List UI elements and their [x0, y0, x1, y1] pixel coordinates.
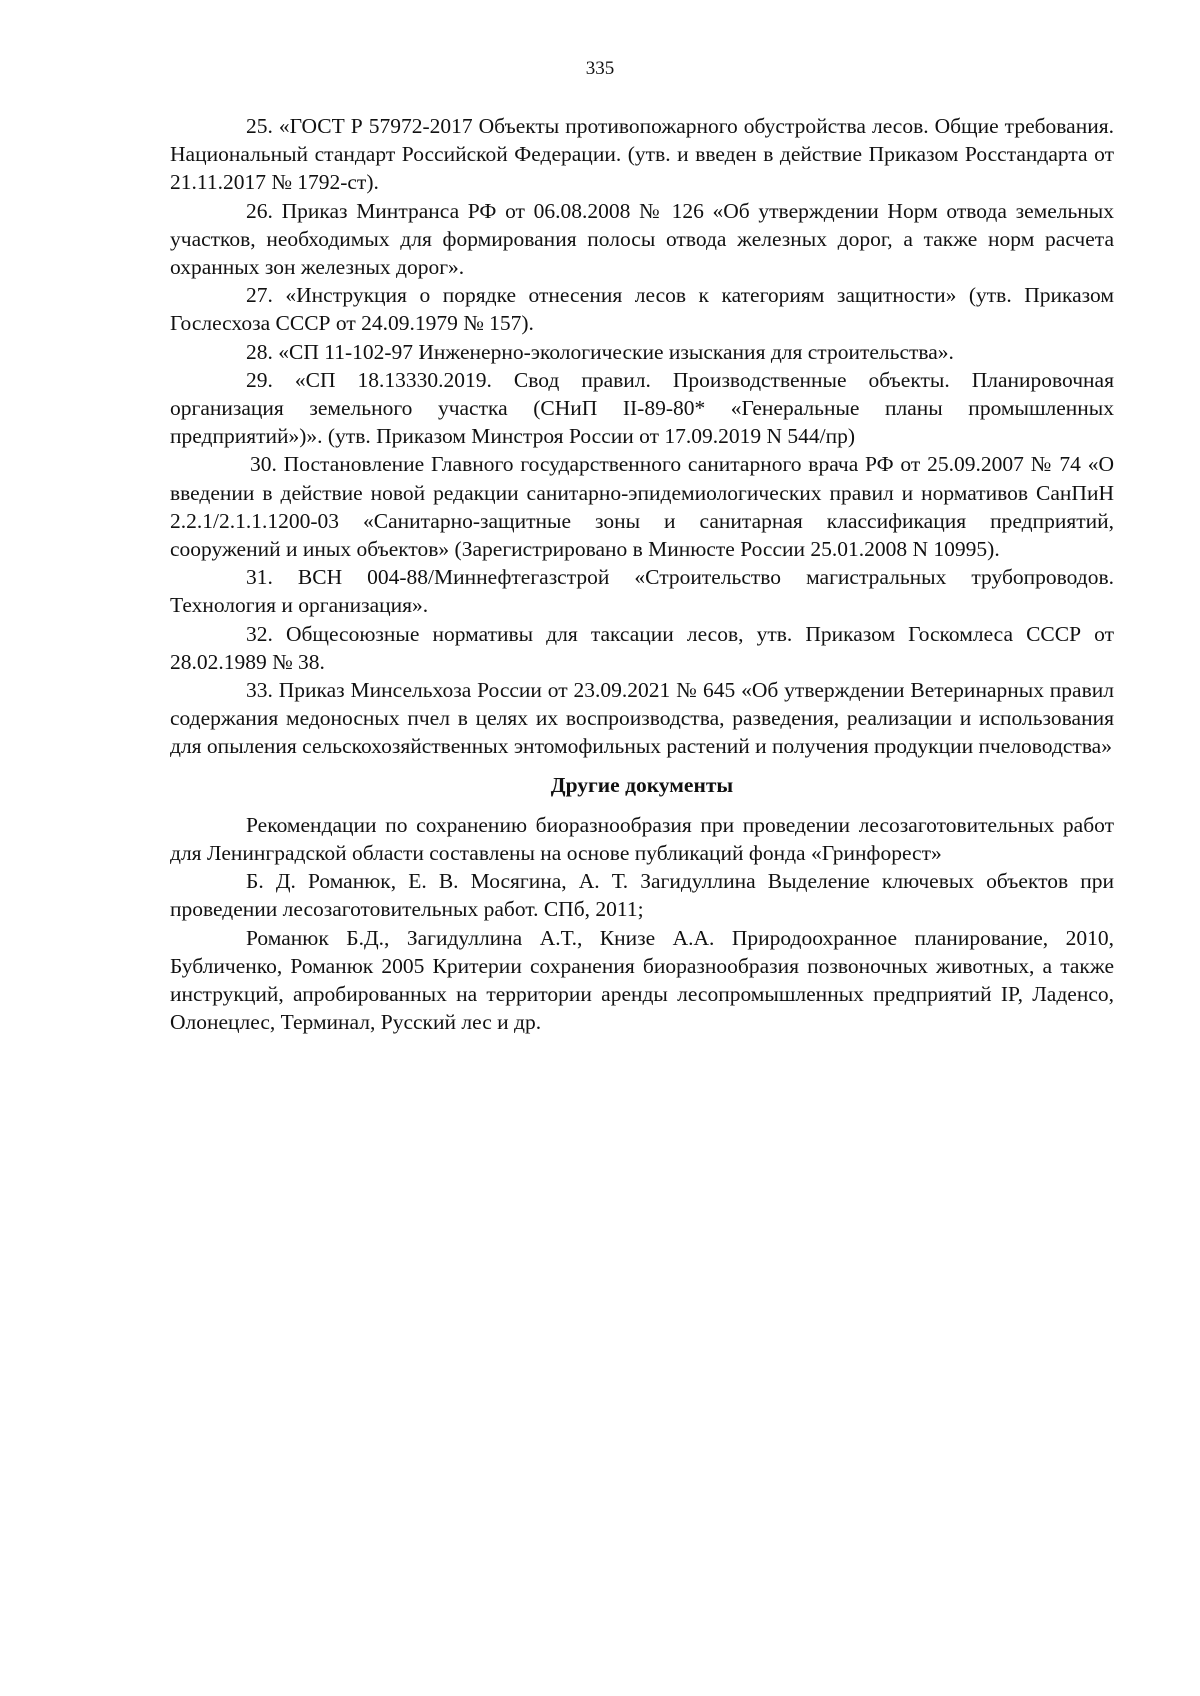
- reference-item-26: 26. Приказ Минтранса РФ от 06.08.2008 № 126 «Об утверждении Норм отвода земельных участков, необходимых для формирования полосы отвода железных дорог, а также норм расчета охранных зон железных дорог».: [170, 198, 1114, 280]
- reference-item-30: 30. Постановление Главного государственного санитарного врача РФ от 25.09.2007 № 74 «О введении в действие новой редакции санитарно-эпидемиологических правил и нормативов СанПиН 2.2.1/2.1.1.1200-03 «Санитарно-защитные зоны и санитарная классификация предприятий, сооружений и иных объектов» (Зарегистрировано в Минюсте России 25.01.2008 N 10995).: [170, 452, 1114, 562]
- reference-item-32: 32. Общесоюзные нормативы для таксации лесов, утв. Приказом Госкомлеса СССР от 28.02.1989 № 38.: [170, 621, 1114, 674]
- section-heading-other-documents: Другие документы: [550, 772, 734, 797]
- reference-item-31: 31. ВСН 004-88/Миннефтегазстрой «Строительство магистральных трубопроводов. Технология и организация».: [170, 565, 1114, 618]
- other-document-romanyuk-2011: Б. Д. Романюк, Е. В. Мосягина, А. Т. Загидуллина Выделение ключевых объектов при проведении лесозаготовительных работ. СПб, 2011;: [170, 869, 1114, 922]
- reference-item-29: 29. «СП 18.13330.2019. Свод правил. Производственные объекты. Планировочная организация земельного участка (СНиП II-89-80* «Генеральные планы промышленных предприятий»)». (утв. Приказом Минстроя России от 17.09.2019 N 544/пр): [170, 367, 1114, 449]
- document-body: [170, 112, 1114, 1037]
- reference-item-28: 28. «СП 11-102-97 Инженерно-экологические изыскания для строительства».: [246, 339, 954, 364]
- other-document-romanyuk-2010: Романюк Б.Д., Загидуллина А.Т., Книзе А.А. Природоохранное планирование, 2010, Бубличенко, Романюк 2005 Критерии сохранения биоразнообразия позвоночных животных, а также инструкций, апробированных на территории аренды лесопромышленных предприятий IP, Ладенсо, Олонецлес, Терминал, Русский лес и др.: [170, 925, 1114, 1035]
- reference-item-27: 27. «Инструкция о порядке отнесения лесов к категориям защитности» (утв. Приказом Гослесхоза СССР от 24.09.1979 № 157).: [170, 283, 1114, 336]
- page-number: 335: [585, 58, 615, 79]
- reference-item-33: 33. Приказ Минсельхоза России от 23.09.2021 № 645 «Об утверждении Ветеринарных правил содержания медоносных пчел в целях их воспроизводства, разведения, реализации и использования для опыления сельскохозяйственных энтомофильных растений и получения продукции пчеловодства»: [170, 678, 1114, 759]
- other-document-recommendations: Рекомендации по сохранению биоразнообразия при проведении лесозаготовительных работ для Ленинградской области составлены на основе публикаций фонда «Гринфорест»: [170, 812, 1114, 866]
- reference-item-25: 25. «ГОСТ Р 57972-2017 Объекты противопожарного обустройства лесов. Общие требования. Национальный стандарт Российской Федерации. (утв. и введен в действие Приказом Росстандарта от 21.11.2017 № 1792-ст).: [170, 114, 1114, 195]
